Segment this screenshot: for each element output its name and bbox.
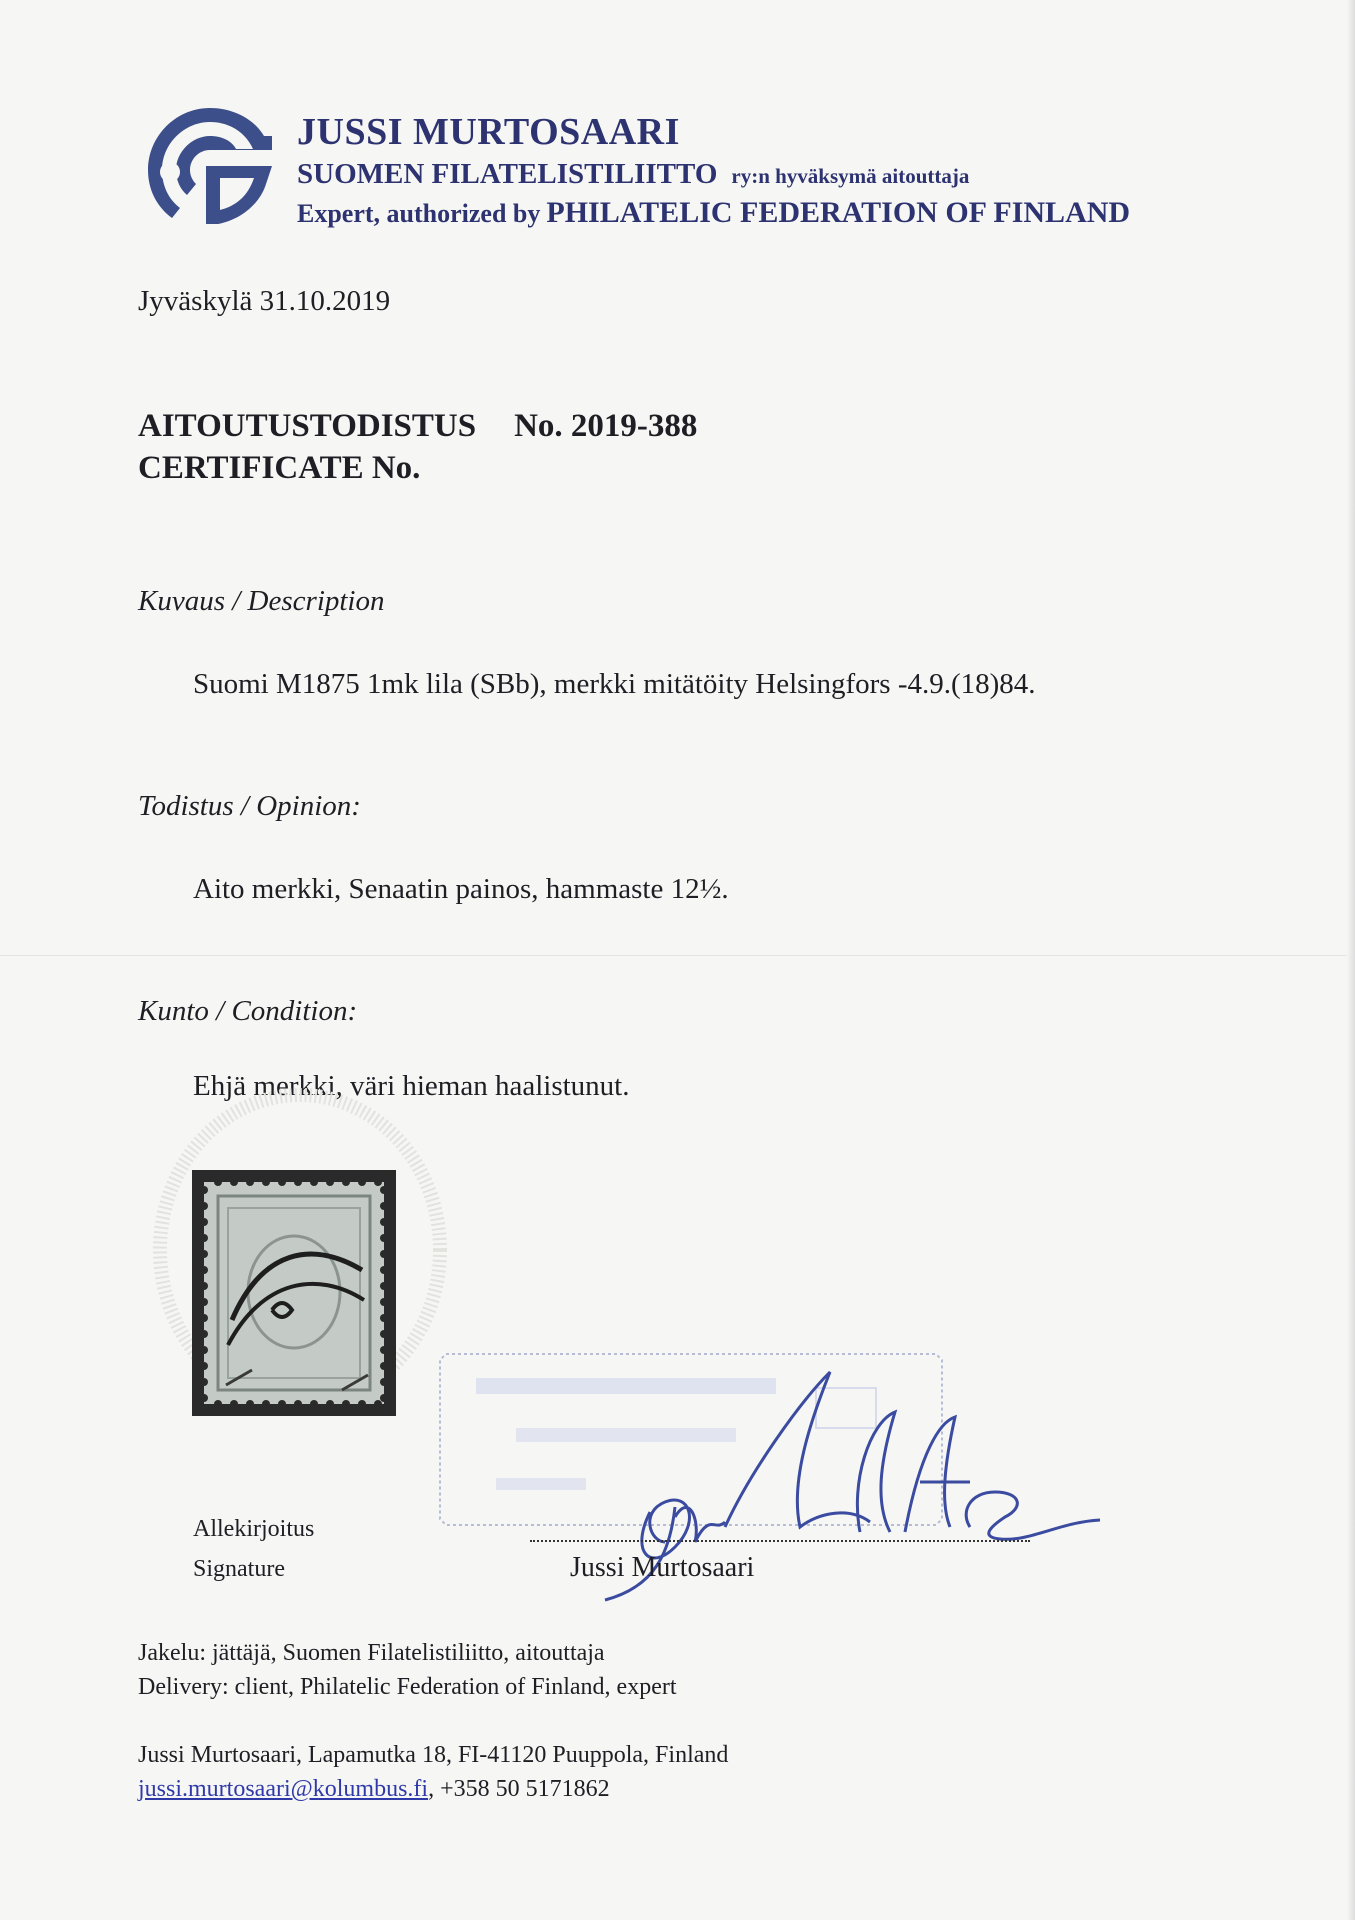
place-date: Jyväskylä 31.10.2019	[138, 285, 391, 317]
paper-edge	[1347, 0, 1355, 1920]
expert-authorization-line	[297, 196, 1130, 230]
opinion-heading: Todistus / Opinion:	[138, 790, 361, 822]
signer-name: Jussi Murtosaari	[570, 1552, 755, 1583]
paper-fold	[0, 955, 1355, 956]
expert-prefix: Expert, authorized by	[297, 199, 541, 228]
federation-logo-icon	[140, 100, 280, 240]
expert-name: JUSSI MURTOSAARI	[297, 111, 680, 153]
opinion-text: Aito merkki, Senaatin painos, hammaste 12½.	[193, 873, 729, 905]
federation-suffix: ry:n hyväksymä aitouttaja	[731, 164, 970, 188]
condition-heading: Kunto / Condition:	[138, 995, 358, 1027]
federation-line	[297, 158, 969, 191]
certificate-number: No. 2019-388	[514, 408, 698, 444]
certificate-label-en: CERTIFICATE No.	[138, 450, 421, 486]
postal-address: Jussi Murtosaari, Lapamutka 18, FI-41120 Puuppola, Finland	[138, 1742, 729, 1768]
description-text: Suomi M1875 1mk lila (SBb), merkki mitätöity Helsingfors -4.9.(18)84.	[193, 668, 1036, 700]
signature-label-en: Signature	[193, 1556, 285, 1582]
phone-number: , +358 50 5171862	[428, 1776, 610, 1802]
condition-text: Ehjä merkki, väri hieman haalistunut.	[193, 1070, 630, 1102]
certificate-title-fi	[138, 408, 697, 445]
contact-line	[138, 1776, 610, 1803]
signature-line	[530, 1540, 1030, 1542]
federation-name: SUOMEN FILATELISTILIITTO	[297, 158, 718, 190]
delivery-fi: Jakelu: jättäjä, Suomen Filatelistiliitto, aitouttaja	[138, 1640, 605, 1666]
certificate-label-fi: AITOUTUSTODISTUS	[138, 408, 477, 444]
signature-label-fi: Allekirjoitus	[193, 1516, 315, 1542]
email-link[interactable]: jussi.murtosaari@kolumbus.fi	[138, 1776, 429, 1802]
delivery-en: Delivery: client, Philatelic Federation of Finland, expert	[138, 1674, 677, 1700]
expert-organization: PHILATELIC FEDERATION OF FINLAND	[546, 196, 1131, 229]
stamp-image	[192, 1170, 396, 1416]
description-heading: Kuvaus / Description	[138, 585, 385, 617]
